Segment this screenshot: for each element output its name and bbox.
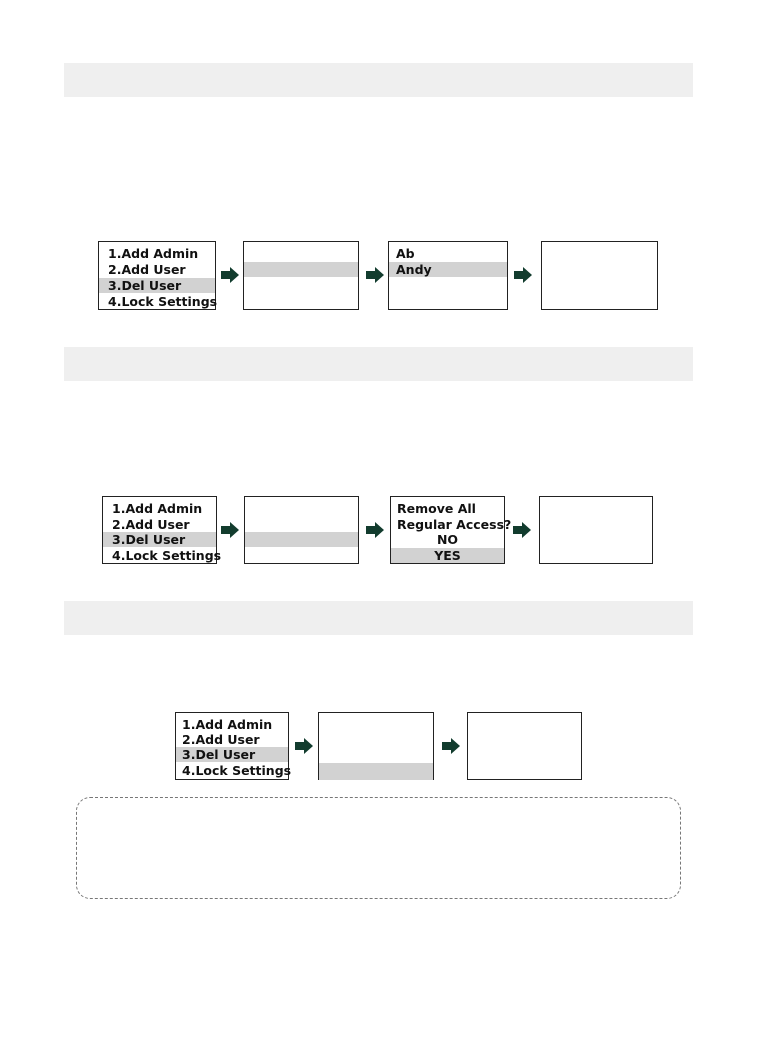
arrow-right-icon	[221, 522, 239, 538]
confirm-option-no: NO	[436, 532, 459, 547]
arrow-right-icon	[221, 267, 239, 283]
arrow-right-icon	[366, 522, 384, 538]
s2-del-options-screen	[244, 496, 359, 564]
s3-menu-screen	[175, 712, 292, 780]
s3-result-screen	[467, 712, 582, 780]
s3-del-option-selected	[319, 763, 433, 780]
menu-item-del-user-selected: 3.Del User	[103, 532, 216, 547]
menu-item-add-admin: 1.Add Admin	[108, 246, 199, 261]
s3-del-options-screen	[318, 712, 434, 780]
section-1-header-band	[64, 63, 693, 97]
menu-item-add-user: 2.Add User	[108, 262, 186, 277]
menu-item-lock-settings: 4.Lock Settings	[112, 548, 222, 563]
arrow-right-icon	[366, 267, 384, 283]
menu-item-add-admin: 1.Add Admin	[112, 501, 203, 516]
s2-result-screen	[539, 496, 653, 564]
confirm-remove-all-label: Remove All	[397, 501, 476, 516]
menu-item-add-admin: 1.Add Admin	[182, 717, 273, 732]
s1-menu-screen	[98, 241, 216, 310]
menu-item-add-user: 2.Add User	[112, 517, 190, 532]
menu-item-del-user-selected: 3.Del User	[176, 747, 288, 762]
menu-item-lock-settings: 4.Lock Settings	[182, 763, 292, 778]
note-box	[76, 797, 681, 899]
confirm-regular-access-label: Regular Access?	[397, 517, 512, 532]
arrow-right-icon	[513, 522, 531, 538]
arrow-right-icon	[442, 738, 460, 754]
user-list-item-andy-selected: Andy	[389, 262, 507, 277]
menu-item-del-user-selected: 3.Del User	[99, 278, 215, 293]
confirm-option-yes-selected: YES	[391, 548, 504, 563]
arrow-right-icon	[295, 738, 313, 754]
s2-menu-screen	[102, 496, 222, 564]
s1-del-options-screen	[243, 241, 359, 310]
s2-del-option-selected	[245, 532, 358, 547]
arrow-right-icon	[514, 267, 532, 283]
s2-confirm-screen	[390, 496, 512, 564]
section-2-header-band	[64, 347, 693, 381]
s1-del-option-selected	[244, 262, 358, 277]
s1-result-screen	[541, 241, 658, 310]
section-3-header-band	[64, 601, 693, 635]
menu-item-lock-settings: 4.Lock Settings	[108, 294, 218, 309]
s1-user-list-screen	[388, 241, 508, 310]
menu-item-add-user: 2.Add User	[182, 732, 260, 747]
user-list-item-ab: Ab	[396, 246, 415, 261]
